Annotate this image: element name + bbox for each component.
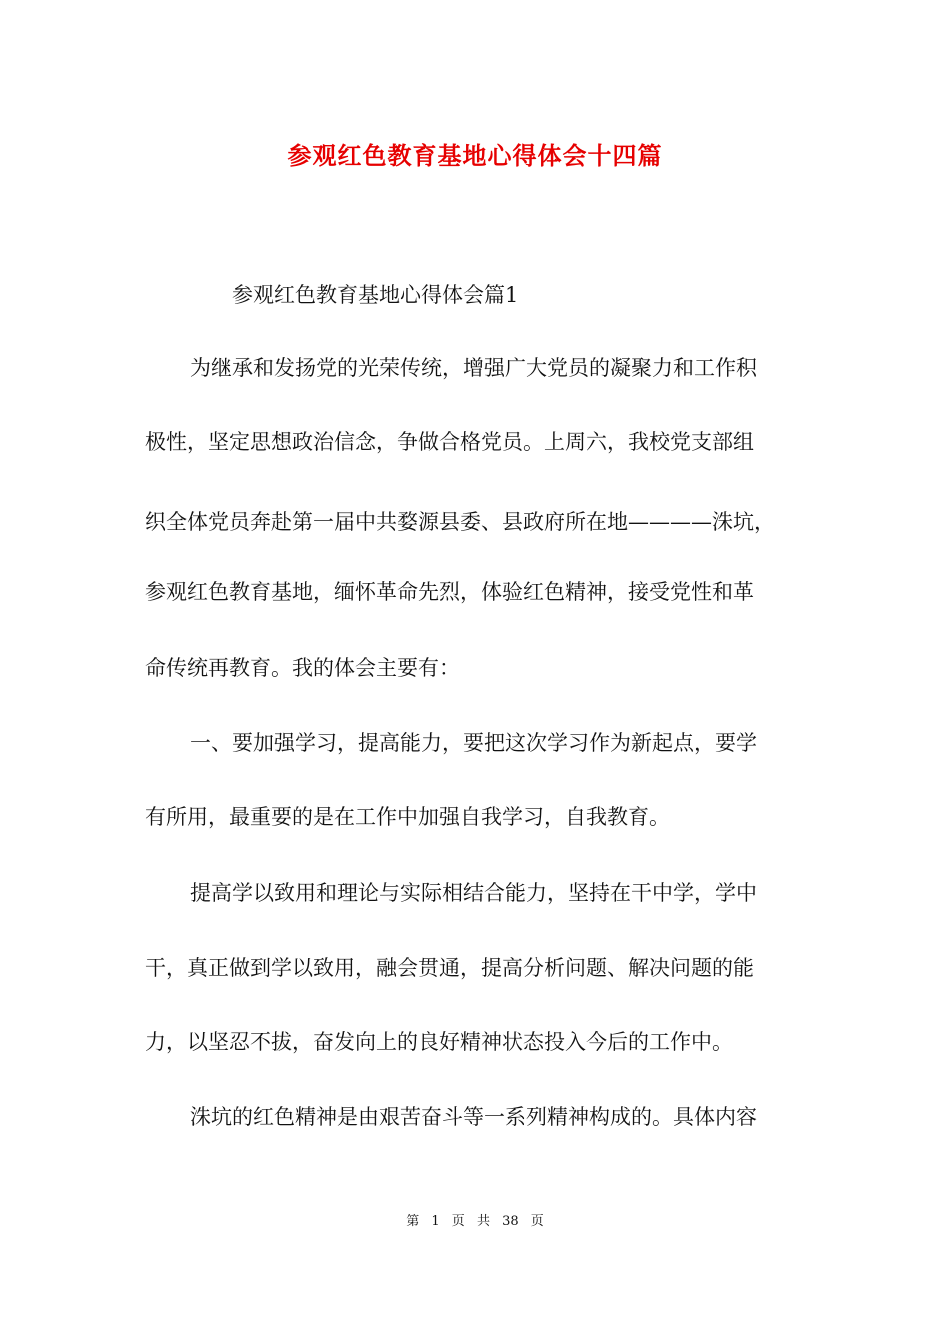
paragraph-line: 一、要加强学习，提高能力，要把这次学习作为新起点，要学 — [190, 731, 757, 755]
paragraph-line: 有所用，最重要的是在工作中加强自我学习，自我教育。 — [145, 805, 670, 829]
footer-suffix: 页 — [530, 1214, 544, 1229]
paragraph-line: 命传统再教育。我的体会主要有： — [145, 656, 460, 680]
document-title: 参观红色教育基地心得体会十四篇 — [287, 142, 663, 170]
paragraph-line: 参观红色教育基地，缅怀革命先烈，体验红色精神，接受党性和革 — [145, 580, 754, 604]
paragraph-line: 洙坑的红色精神是由艰苦奋斗等一系列精神构成的。具体内容 — [190, 1105, 757, 1129]
page-footer — [0, 1210, 950, 1229]
footer-prefix: 第 — [406, 1214, 420, 1229]
paragraph-line: 提高学以致用和理论与实际相结合能力，坚持在干中学，学中 — [190, 881, 757, 905]
footer-mid2: 共 — [476, 1214, 490, 1229]
footer-page-number: 1 — [431, 1214, 440, 1229]
paragraph-line: 力，以坚忍不拔，奋发向上的良好精神状态投入今后的工作中。 — [145, 1030, 733, 1054]
footer-mid1: 页 — [451, 1214, 465, 1229]
paragraph-line: 干，真正做到学以致用，融会贯通，提高分析问题、解决问题的能 — [145, 956, 754, 980]
paragraph-line: 织全体党员奔赴第一届中共婺源县委、县政府所在地————洙坑， — [145, 510, 775, 534]
section-heading: 参观红色教育基地心得体会篇1 — [232, 283, 519, 307]
paragraph-line: 极性，坚定思想政治信念，争做合格党员。上周六，我校党支部组 — [145, 430, 754, 454]
footer-total-pages: 38 — [502, 1214, 519, 1229]
paragraph-line: 为继承和发扬党的光荣传统，增强广大党员的凝聚力和工作积 — [190, 356, 757, 380]
